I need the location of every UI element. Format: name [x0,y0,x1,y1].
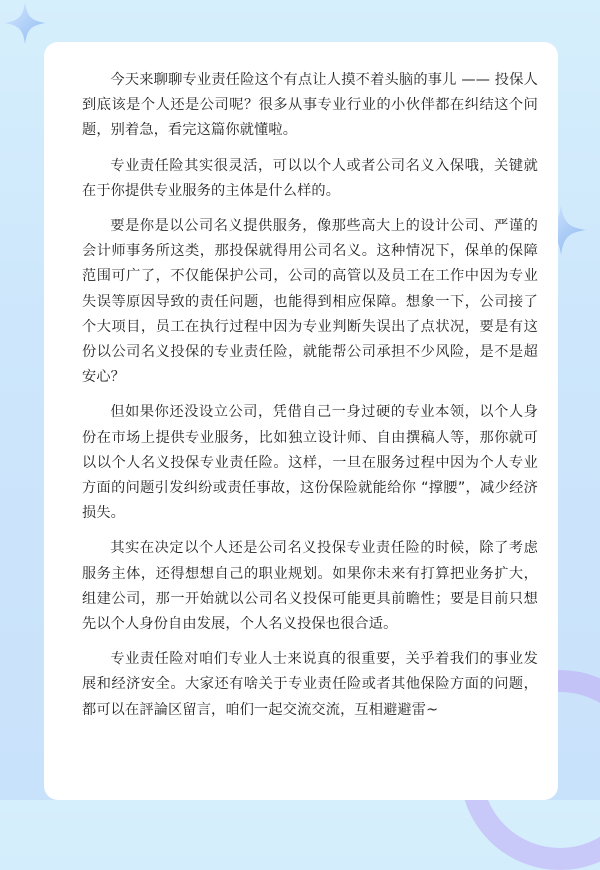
article-paragraph: 其实在决定以个人还是公司名义投保专业责任险的时候，除了考虑服务主体，还得想想自己的职业规划。如果你未来有打算把业务扩大，组建公司，那一开始就以公司名义投保可能更具前瞻性；要是目前只想先以个人身份自由发展，个人名义投保也很合适。 [82,540,538,633]
article-paragraph: 但如果你还没设立公司，凭借自己一身过硬的专业本领，以个人身份在市场上提供专业服务，比如独立设计师、自由撰稿人等，那你就可以以个人名义投保专业责任险。这样，一旦在服务过程中因为个人专业方面的问题引发纠纷或责任事故，这份保险就能给你 “撑腰”，减少经济损失。 [82,404,538,522]
article-card [44,42,558,800]
sparkle-star-icon [4,2,46,44]
article-paragraph: 要是你是以公司名义提供服务，像那些高大上的设计公司、严谨的会计师事务所这类，那投保就得用公司名义。这种情况下，保单的保障范围可广了，不仅能保护公司，公司的高管以及员工在工作中因为专业失误等原因导致的责任问题，也能得到相应保障。想象一下，公司接了个大项目，员工在执行过程中因为专业判断失误出了点状况，要是有这份以公司名义投保的专业责任险，就能帮公司承担不少风险，是不是超安心？ [82,218,538,386]
article-paragraph: 专业责任险对咱们专业人士来说真的很重要，关乎着我们的事业发展和经济安全。大家还有啥关于专业责任险或者其他保险方面的问题，都可以在評論区留言，咱们一起交流交流，互相避避雷~ [82,651,538,718]
article-paragraph: 专业责任险其实很灵活，可以以个人或者公司名义入保哦，关键就在于你提供专业服务的主体是什么样的。 [82,157,538,199]
article-paragraph: 今天来聊聊专业责任险这个有点让人摸不着头脑的事儿 —— 投保人到底该是个人还是公司呢？很多从事专业行业的小伙伴都在纠结这个问题，别着急，看完这篇你就懂啦。 [82,72,538,139]
